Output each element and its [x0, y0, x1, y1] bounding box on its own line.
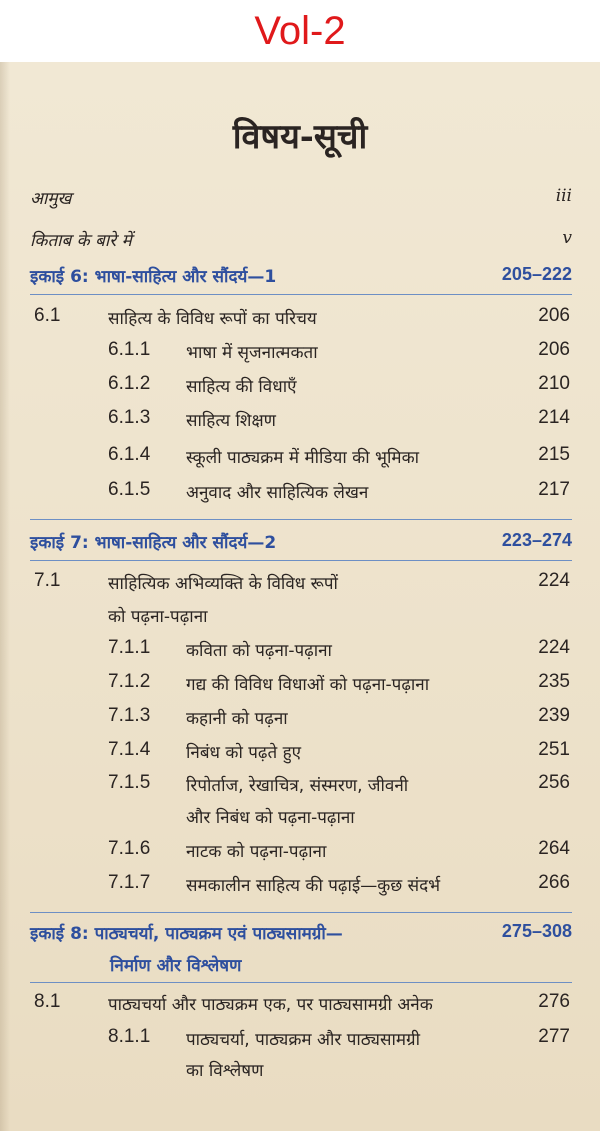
subsection-page: 235: [538, 671, 570, 692]
subsection-page: 214: [538, 407, 570, 428]
subsection-title: रिपोर्ताज, रेखाचित्र, संस्मरण, जीवनी: [186, 776, 409, 796]
subsection-title: कहानी को पढ़ना: [186, 709, 288, 729]
subsection-title-continued: और निबंध को पढ़ना-पढ़ाना: [186, 808, 355, 828]
subsection-title: अनुवाद और साहित्यिक लेखन: [186, 483, 369, 503]
subsection-title: नाटक को पढ़ना-पढ़ाना: [186, 842, 327, 862]
unit-title: इकाई 6: भाषा-साहित्य और सौंदर्य—1: [30, 267, 277, 287]
section-title: साहित्यिक अभिव्यक्ति के विविध रूपों: [108, 574, 338, 594]
section-title: साहित्य के विविध रूपों का परिचय: [108, 309, 317, 329]
subsection-page: 239: [538, 705, 570, 726]
subsection-number: 7.1.5: [108, 772, 151, 793]
subsection-title: साहित्य शिक्षण: [186, 411, 276, 431]
subsection-number: 7.1.1: [108, 637, 151, 658]
front-matter-title: आमुख: [30, 189, 72, 209]
subsection-page: 266: [538, 872, 570, 893]
front-matter-page: iii: [555, 186, 572, 206]
section-title-continued: को पढ़ना-पढ़ाना: [108, 607, 208, 627]
unit-title-continued: निर्माण और विश्लेषण: [110, 956, 242, 976]
unit-divider: [30, 519, 572, 520]
toc-heading: विषय-सूची: [232, 117, 368, 157]
section-page: 206: [538, 305, 570, 326]
front-matter-title: किताब के बारे में: [30, 231, 132, 251]
subsection-number: 7.1.2: [108, 671, 151, 692]
subsection-title: भाषा में सृजनात्मकता: [186, 343, 318, 363]
subsection-page: 224: [538, 637, 570, 658]
unit-page-range: 205–222: [501, 264, 572, 284]
subsection-title-continued: का विश्लेषण: [186, 1061, 264, 1081]
section-number: 6.1: [34, 305, 61, 326]
subsection-number: 6.1.2: [108, 373, 151, 394]
subsection-page: 277: [538, 1026, 570, 1047]
unit-divider: [30, 560, 572, 561]
subsection-page: 210: [538, 373, 570, 394]
section-page: 224: [538, 570, 570, 591]
subsection-page: 206: [538, 339, 570, 360]
subsection-title: पाठ्यचर्या, पाठ्यक्रम और पाठ्यसामग्री: [186, 1030, 421, 1050]
subsection-number: 6.1.1: [108, 339, 151, 360]
subsection-page: 264: [538, 838, 570, 859]
subsection-number: 6.1.5: [108, 479, 151, 500]
toc-page: [0, 62, 600, 1131]
unit-page-range: 223–274: [501, 530, 572, 550]
unit-title: इकाई 7: भाषा-साहित्य और सौंदर्य—2: [30, 533, 277, 553]
subsection-page: 251: [538, 739, 570, 760]
section-page: 276: [538, 991, 570, 1012]
subsection-title: कविता को पढ़ना-पढ़ाना: [186, 641, 332, 661]
subsection-page: 215: [538, 444, 570, 465]
section-title: पाठ्यचर्या और पाठ्यक्रम एक, पर पाठ्यसामग्री अनेक: [108, 995, 433, 1015]
unit-divider: [30, 982, 572, 983]
subsection-title: समकालीन साहित्य की पढ़ाई—कुछ संदर्भ: [186, 876, 441, 896]
subsection-title: साहित्य की विधाएँ: [186, 377, 297, 397]
subsection-page: 256: [538, 772, 570, 793]
subsection-number: 7.1.4: [108, 739, 151, 760]
subsection-number: 7.1.7: [108, 872, 151, 893]
front-matter-page: v: [562, 228, 572, 248]
subsection-title: निबंध को पढ़ते हुए: [186, 743, 302, 763]
section-number: 8.1: [34, 991, 61, 1012]
subsection-number: 7.1.3: [108, 705, 151, 726]
subsection-number: 6.1.3: [108, 407, 151, 428]
volume-label: Vol-2: [254, 9, 346, 53]
section-number: 7.1: [34, 570, 61, 591]
unit-divider: [30, 294, 572, 295]
unit-page-range: 275–308: [501, 921, 572, 941]
subsection-number: 8.1.1: [108, 1026, 151, 1047]
subsection-title: स्कूली पाठ्यक्रम में मीडिया की भूमिका: [186, 448, 420, 468]
unit-divider: [30, 912, 572, 913]
subsection-number: 6.1.4: [108, 444, 151, 465]
subsection-title: गद्य की विविध विधाओं को पढ़ना-पढ़ाना: [186, 675, 430, 695]
unit-title: इकाई 8: पाठ्यचर्या, पाठ्यक्रम एवं पाठ्यसामग्री—: [30, 924, 343, 944]
subsection-page: 217: [538, 479, 570, 500]
subsection-number: 7.1.6: [108, 838, 151, 859]
